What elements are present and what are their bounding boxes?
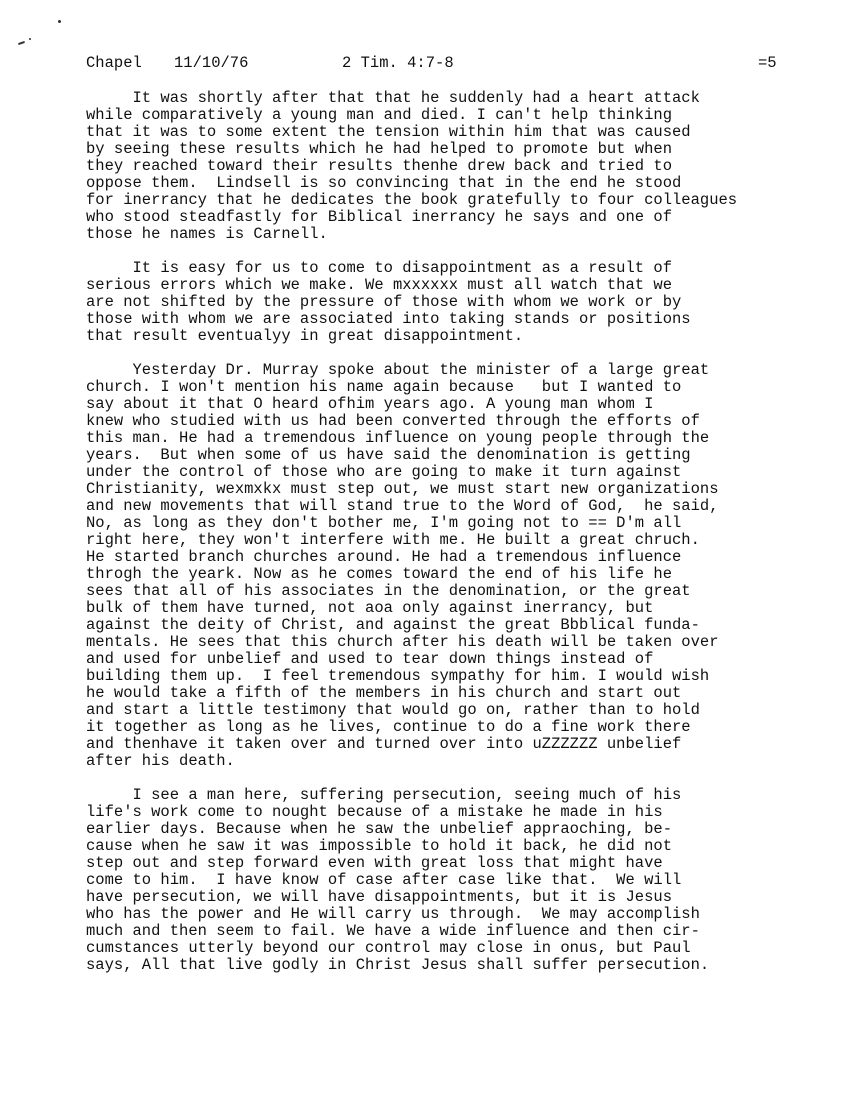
text-line: It is easy for us to come to disappointment as a result of xyxy=(86,259,672,277)
text-line: come to him. I have know of case after case like that. We will xyxy=(86,871,682,889)
text-line: I see a man here, suffering persecution, seeing much of his xyxy=(86,786,682,804)
ink-speck xyxy=(29,38,31,40)
text-line: building them up. I feel tremendous sympathy for him. I would wish xyxy=(86,667,710,685)
text-line: say about it that O heard ofhim years ago. A young man whom I xyxy=(86,395,654,413)
text-line: this man. He had a tremendous influence on young people through the xyxy=(86,429,710,447)
text-line: No, as long as they don't bother me, I'm going not to == D'm all xyxy=(86,514,682,532)
text-line: throgh the yeark. Now as he comes toward the end of his life he xyxy=(86,565,672,583)
text-line: cumstances utterly beyond our control may close in onus, but Paul xyxy=(86,939,691,957)
text-line: says, All that live godly in Christ Jesus shall suffer persecution. xyxy=(86,956,710,974)
text-line: much and then seem to fail. We have a wide influence and then cir- xyxy=(86,922,700,940)
paragraph xyxy=(86,90,826,243)
text-line: and used for unbelief and used to tear down things instead of xyxy=(86,650,654,668)
text-line: knew who studied with us had been converted through the efforts of xyxy=(86,412,700,430)
header-label: Chapel xyxy=(86,54,142,72)
text-line: and new movements that will stand true to the Word of God, he said, xyxy=(86,497,719,515)
text-line: Christianity, wexmxkx must step out, we must start new organizations xyxy=(86,480,719,498)
text-line: after his death. xyxy=(86,752,235,770)
text-line: bulk of them have turned, not aoa only against inerrancy, but xyxy=(86,599,654,617)
text-line: under the control of those who are going to make it turn against xyxy=(86,463,682,481)
ink-speck xyxy=(18,41,25,45)
header-date: 11/10/76 xyxy=(174,54,249,72)
paragraph xyxy=(86,260,826,345)
text-line: who stood steadfastly for Biblical inerrancy he says and one of xyxy=(86,208,672,226)
text-line: those with whom we are associated into taking stands or positions xyxy=(86,310,691,328)
text-line: Yesterday Dr. Murray spoke about the minister of a large great xyxy=(86,361,710,379)
text-line: they reached toward their results thenhe drew back and tried to xyxy=(86,157,672,175)
text-line: step out and step forward even with great loss that might have xyxy=(86,854,663,872)
text-line: sees that all of his associates in the denomination, or the great xyxy=(86,582,691,600)
text-line: for inerrancy that he dedicates the book gratefully to four colleagues xyxy=(86,191,738,209)
text-line: that it was to some extent the tension within him that was caused xyxy=(86,123,691,141)
text-line: have persecution, we will have disappointments, but it is Jesus xyxy=(86,888,672,906)
text-line: life's work come to nought because of a mistake he made in his xyxy=(86,803,663,821)
text-line: are not shifted by the pressure of those with whom we work or by xyxy=(86,293,682,311)
text-line: by seeing these results which he had helped to promote but when xyxy=(86,140,672,158)
text-line: and thenhave it taken over and turned over into uZZZZZZ unbelief xyxy=(86,735,682,753)
text-line: and start a little testimony that would go on, rather than to hold xyxy=(86,701,700,719)
text-line: cause when he saw it was impossible to hold it back, he did not xyxy=(86,837,672,855)
ink-speck xyxy=(58,20,61,23)
text-line: that result eventualyy in great disappointment. xyxy=(86,327,524,345)
text-line: who has the power and He will carry us through. We may accomplish xyxy=(86,905,700,923)
page-header xyxy=(86,54,786,76)
text-line: he would take a fifth of the members in his church and start out xyxy=(86,684,682,702)
text-line: He started branch churches around. He had a tremendous influence xyxy=(86,548,682,566)
text-line: serious errors which we make. We mxxxxxx must all watch that we xyxy=(86,276,672,294)
document-body xyxy=(86,90,826,991)
text-line: years. But when some of us have said the denomination is getting xyxy=(86,446,691,464)
text-line: while comparatively a young man and died. I can't help thinking xyxy=(86,106,672,124)
header-page-number: =5 xyxy=(758,54,777,72)
text-line: against the deity of Christ, and against the great Bbblical funda- xyxy=(86,616,700,634)
paragraph xyxy=(86,362,826,770)
text-line: mentals. He sees that this church after his death will be taken over xyxy=(86,633,719,651)
text-line: it together as long as he lives, continue to do a fine work there xyxy=(86,718,691,736)
header-scripture-reference: 2 Tim. 4:7-8 xyxy=(342,54,454,72)
text-line: oppose them. Lindsell is so convincing that in the end he stood xyxy=(86,174,682,192)
text-line: It was shortly after that that he suddenly had a heart attack xyxy=(86,89,700,107)
text-line: church. I won't mention his name again because but I wanted to xyxy=(86,378,682,396)
paragraph xyxy=(86,787,826,974)
text-line: those he names is Carnell. xyxy=(86,225,328,243)
text-line: right here, they won't interfere with me. He built a great chruch. xyxy=(86,531,700,549)
text-line: earlier days. Because when he saw the unbelief appraoching, be- xyxy=(86,820,672,838)
